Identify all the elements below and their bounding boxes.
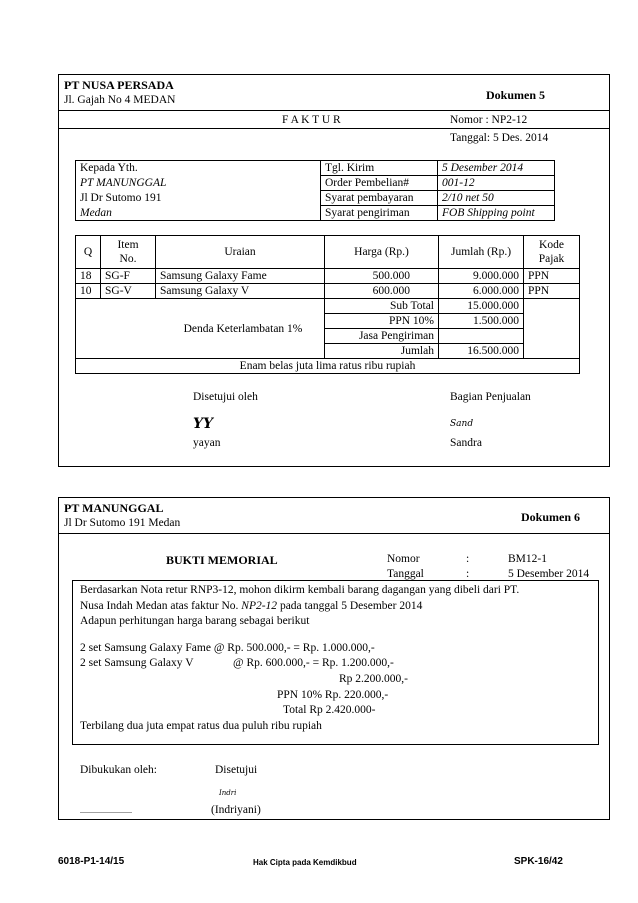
shipping-field-label: Order Pembelian# [321, 176, 438, 191]
document-label: Dokumen 5 [486, 88, 546, 102]
addressee-table [75, 160, 555, 221]
memorial-text-line: Berdasarkan Nota retur RNP3-12, mohon dikirm kembali barang dagangan yang dibeli dari PT. [80, 584, 520, 596]
invoice-date: Tanggal: 5 Des. 2014 [450, 132, 549, 144]
company-name: PT MANUNGGAL [64, 501, 164, 515]
shipping-field-value: 2/10 net 50 [438, 191, 555, 206]
calc-subtotal: Rp 2.200.000,- [339, 673, 408, 685]
summary-value [439, 329, 524, 344]
document-label: Dokumen 6 [521, 510, 581, 524]
memorial-text-line [80, 600, 422, 612]
row-item: SG-F [101, 269, 156, 284]
approver-signature: Indri [219, 789, 237, 797]
sales-dept-label: Bagian Penjualan [450, 391, 531, 403]
invoice-reference: NP2-12 [241, 600, 278, 612]
row-item: SG-V [101, 284, 156, 299]
shipping-field-label: Tgl. Kirim [321, 161, 438, 176]
calc-total: Total Rp 2.420.000- [283, 704, 376, 716]
col-header-q: Q [76, 236, 101, 269]
row-jumlah: 9.000.000 [439, 269, 524, 284]
summary-label: Jasa Pengiriman [325, 329, 439, 344]
booked-by-signature-line: .......................... [80, 806, 132, 815]
table-row [76, 269, 580, 284]
col-header-item: Item No. [101, 236, 156, 269]
sales-signature: Sand [450, 419, 474, 429]
calc-line: @ Rp. 600.000,- = Rp. 1.200.000,- [233, 657, 394, 669]
approver-signature: YY [193, 416, 213, 432]
invoice-number: Nomor : NP2-12 [450, 114, 528, 126]
row-jumlah: 6.000.000 [439, 284, 524, 299]
memorial-date-label: Tanggal [387, 568, 424, 580]
memorial-date: 5 Desember 2014 [508, 568, 590, 580]
row-uraian: Samsung Galaxy Fame [156, 269, 325, 284]
memorial-text-part: pada tanggal 5 Desember 2014 [277, 600, 423, 612]
company-address: Jl. Gajah No 4 MEDAN [64, 94, 176, 106]
approver-name: (Indriyani) [211, 804, 261, 816]
amount-in-words: Enam belas juta lima ratus ribu rupiah [76, 359, 580, 374]
memorial-title: BUKTI MEMORIAL [166, 553, 278, 567]
shipping-field-value: 5 Desember 2014 [438, 161, 555, 176]
row-kode: PPN [524, 269, 580, 284]
memorial-text-line: Adapun perhitungan harga barang sebagai berikut [80, 615, 310, 627]
col-header-uraian: Uraian [156, 236, 325, 269]
calc-line: 2 set Samsung Galaxy V [80, 657, 194, 669]
col-header-jumlah: Jumlah (Rp.) [439, 236, 524, 269]
summary-label: Jumlah [325, 344, 439, 359]
memorial-text-part: Nusa Indah Medan atas faktur No. [80, 600, 242, 612]
calc-line: 2 set Samsung Galaxy Fame @ Rp. 500.000,- = Rp. 1.000.000,- [80, 642, 375, 654]
summary-value: 16.500.000 [439, 344, 524, 359]
row-uraian: Samsung Galaxy V [156, 284, 325, 299]
approver-name: yayan [193, 437, 221, 449]
summary-value: 15.000.000 [439, 299, 524, 314]
row-harga: 500.000 [325, 269, 439, 284]
summary-label: Sub Total [325, 299, 439, 314]
amount-in-words: Terbilang dua juta empat ratus dua puluh ribu rupiah [80, 720, 322, 732]
booked-by-label: Dibukukan oleh: [80, 764, 157, 776]
addressee-line: Kepada Yth. [76, 161, 321, 176]
title-divider [58, 128, 610, 129]
approved-label: Disetujui [215, 764, 258, 776]
footer-copyright: Hak Cipta pada Kemdikbud [253, 858, 357, 867]
memorial-date-colon: : [466, 568, 470, 580]
shipping-field-label: Syarat pembayaran [321, 191, 438, 206]
summary-value: 1.500.000 [439, 314, 524, 329]
table-row [76, 284, 580, 299]
row-q: 18 [76, 269, 101, 284]
footer-page: SPK-16/42 [514, 856, 563, 867]
row-harga: 600.000 [325, 284, 439, 299]
memorial-number: BM12-1 [508, 553, 547, 565]
calc-tax: PPN 10% Rp. 220.000,- [277, 689, 389, 701]
header-divider [58, 533, 610, 534]
summary-label: PPN 10% [325, 314, 439, 329]
company-name: PT NUSA PERSADA [64, 78, 174, 92]
addressee-line: PT MANUNGGAL [76, 176, 321, 191]
footer-code: 6018-P1-14/15 [58, 856, 125, 867]
col-header-kode: Kode Pajak [524, 236, 580, 269]
memorial-number-colon: : [466, 553, 470, 565]
approved-by-label: Disetujui oleh [193, 391, 258, 403]
addressee-line: Medan [76, 206, 321, 221]
addressee-line: Jl Dr Sutomo 191 [76, 191, 321, 206]
sales-name: Sandra [450, 437, 482, 449]
shipping-field-value: 001-12 [438, 176, 555, 191]
shipping-field-label: Syarat pengiriman [321, 206, 438, 221]
company-address: Jl Dr Sutomo 191 Medan [64, 517, 181, 529]
shipping-field-value: FOB Shipping point [438, 206, 555, 221]
memorial-number-label: Nomor [387, 553, 420, 565]
row-kode: PPN [524, 284, 580, 299]
col-header-harga: Harga (Rp.) [325, 236, 439, 269]
late-fee-note: Denda Keterlambatan 1% [76, 299, 325, 359]
row-q: 10 [76, 284, 101, 299]
invoice-title: F A K T U R [282, 114, 341, 126]
items-table [75, 235, 580, 374]
header-divider [58, 110, 610, 111]
